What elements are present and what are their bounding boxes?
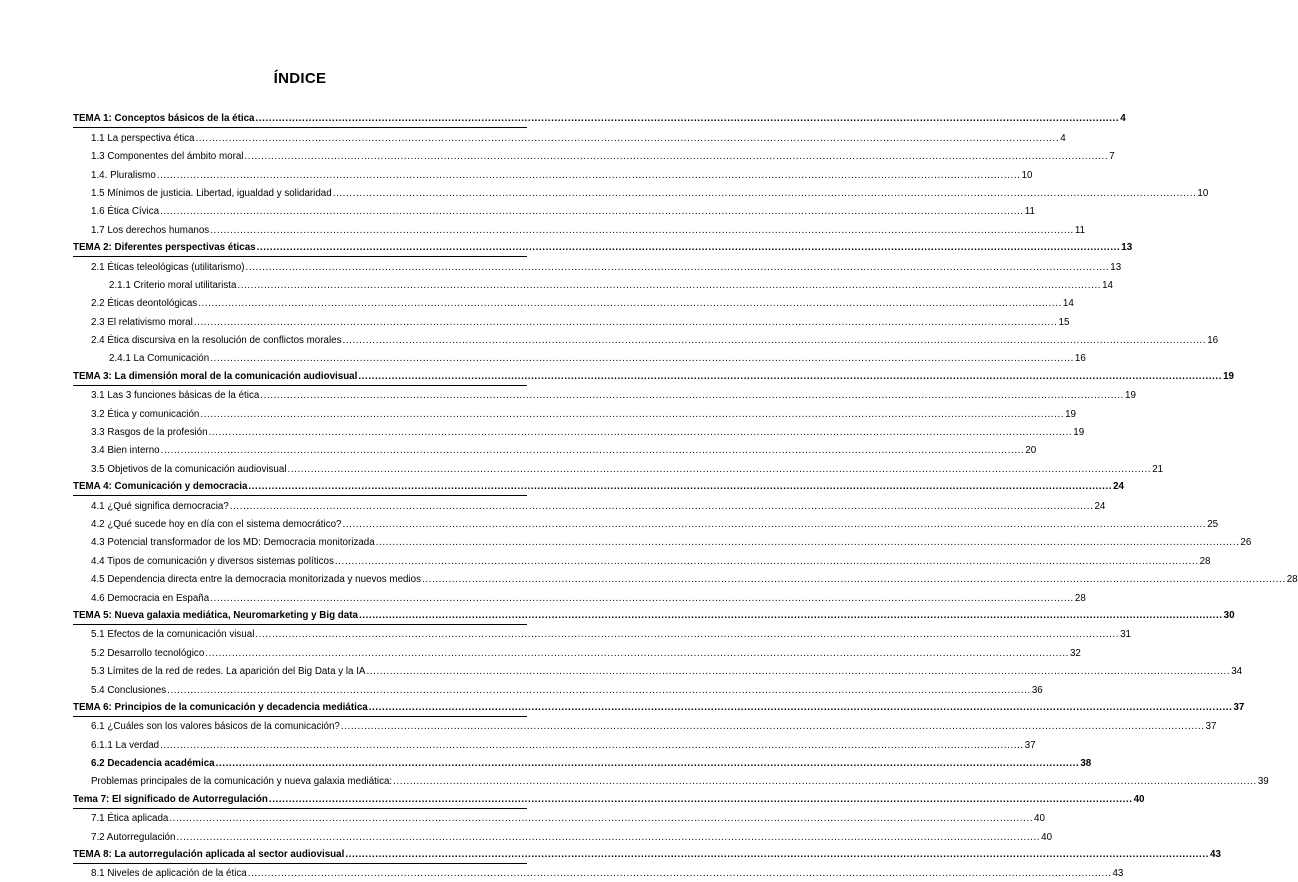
toc-page-number: 37 xyxy=(1024,739,1036,751)
toc-section-entry[interactable] xyxy=(73,257,1122,275)
toc-chapter-entry[interactable] xyxy=(73,699,1245,717)
toc-page-number: 40 xyxy=(1041,831,1053,843)
toc-section-entry[interactable] xyxy=(73,680,1043,698)
toc-dot-leader: .................................................................................................................................................................................................................................................................... xyxy=(247,868,1112,880)
toc-page-number: 16 xyxy=(1207,335,1219,347)
toc-page-number: 21 xyxy=(1152,463,1164,475)
toc-page-number: 40 xyxy=(1133,793,1145,805)
toc-dot-leader: .................................................................................................................................................................................................................................................................... xyxy=(368,701,1233,713)
toc-entry-title: 4.3 Potencial transformador de los MD: Democracia monitorizada xyxy=(91,537,375,549)
toc-page-number: 19 xyxy=(1065,408,1076,420)
toc-page-number: 14 xyxy=(1102,279,1114,291)
toc-dot-leader: .................................................................................................................................................................................................................................................................... xyxy=(255,629,1120,641)
toc-section-entry[interactable] xyxy=(73,496,1106,514)
toc-dot-leader: .................................................................................................................................................................................................................................................................... xyxy=(358,609,1223,621)
toc-page-number: 20 xyxy=(1025,445,1037,457)
toc-dot-leader: .................................................................................................................................................................................................................................................................... xyxy=(358,370,1223,382)
toc-entry-title: Tema 7: El significado de Autorregulación xyxy=(73,793,268,805)
toc-page-number: 26 xyxy=(1240,537,1252,549)
toc-dot-leader: .................................................................................................................................................................................................................................................................... xyxy=(229,500,1094,512)
toc-section-entry[interactable] xyxy=(73,349,1086,367)
toc-dot-leader: .................................................................................................................................................................................................................................................................... xyxy=(169,813,1034,825)
toc-section-entry[interactable] xyxy=(73,459,1164,477)
toc-entry-title: 4.2 ¿Qué sucede hoy en día con el sistema democrático? xyxy=(91,518,342,530)
toc-entry-title: 5.1 Efectos de la comunicación visual xyxy=(91,629,255,641)
toc-page-number: 28 xyxy=(1199,555,1211,567)
toc-entry-title: TEMA 3: La dimensión moral de la comunicación audiovisual xyxy=(73,370,358,382)
toc-page-number: 40 xyxy=(1034,813,1045,825)
toc-entry-title: 5.2 Desarrollo tecnológico xyxy=(91,647,205,659)
toc-dot-leader: .................................................................................................................................................................................................................................................................... xyxy=(200,408,1065,420)
toc-dot-leader: .................................................................................................................................................................................................................................................................... xyxy=(160,206,1024,218)
toc-entry-title: TEMA 5: Nueva galaxia mediática, Neuromarketing y Big data xyxy=(73,609,358,621)
toc-entry-title: 2.2 Éticas deontológicas xyxy=(91,298,198,310)
toc-dot-leader: .................................................................................................................................................................................................................................................................... xyxy=(287,463,1152,475)
toc-entry-title: 5.3 Límites de la red de redes. La aparición del Big Data y la IA xyxy=(91,666,366,678)
toc-entry-title: 4.6 Democracia en España xyxy=(91,592,210,604)
toc-entry-title: Problemas principales de la comunicación y nueva galaxia mediática: xyxy=(91,776,393,788)
toc-entry-title: 8.1 Niveles de aplicación de la ética xyxy=(91,868,247,880)
toc-entry-title: TEMA 6: Principios de la comunicación y decadencia mediática xyxy=(73,701,368,713)
toc-section-entry[interactable] xyxy=(73,643,1081,661)
toc-dot-leader: .................................................................................................................................................................................................................................................................... xyxy=(210,592,1074,604)
toc-dot-leader: .................................................................................................................................................................................................................................................................... xyxy=(210,224,1074,236)
toc-page-number: 34 xyxy=(1231,666,1243,678)
toc-dot-leader: .................................................................................................................................................................................................................................................................... xyxy=(244,151,1109,163)
toc-dot-leader: .................................................................................................................................................................................................................................................................... xyxy=(393,776,1257,788)
toc-page-number: 4 xyxy=(1060,132,1066,144)
toc-section-entry[interactable] xyxy=(73,533,1252,551)
toc-page-number: 15 xyxy=(1058,316,1070,328)
toc-dot-leader: .................................................................................................................................................................................................................................................................... xyxy=(345,849,1210,861)
toc-entry-title: 1.3 Componentes del ámbito moral xyxy=(91,151,244,163)
toc-section-entry[interactable] xyxy=(73,588,1086,606)
toc-dot-leader: .................................................................................................................................................................................................................................................................... xyxy=(340,721,1205,733)
toc-page-number: 37 xyxy=(1233,701,1245,713)
toc-entry-title: 5.4 Conclusiones xyxy=(91,684,167,696)
toc-section-entry[interactable] xyxy=(73,404,1076,422)
toc-page-number: 19 xyxy=(1073,427,1085,439)
toc-entry-title: 7.2 Autorregulación xyxy=(91,831,176,843)
toc-entry-title: 1.6 Ética Cívica xyxy=(91,206,160,218)
toc-dot-leader: .................................................................................................................................................................................................................................................................... xyxy=(342,335,1207,347)
toc-chapter-entry[interactable] xyxy=(73,239,1133,257)
toc-section-entry[interactable] xyxy=(73,423,1085,441)
toc-section-entry[interactable] xyxy=(73,717,1217,735)
toc-section-entry[interactable] xyxy=(73,864,1124,882)
toc-entry-title: 3.3 Rasgos de la profesión xyxy=(91,427,208,439)
toc-entry-title: 1.5 Mínimos de justicia. Libertad, igualdad y solidaridad xyxy=(91,187,332,199)
toc-section-entry[interactable] xyxy=(73,386,1136,404)
toc-dot-leader: .................................................................................................................................................................................................................................................................... xyxy=(160,739,1024,751)
toc-entry-title: 6.1 ¿Cuáles son los valores básicos de la comunicación? xyxy=(91,721,340,733)
toc-dot-leader: .................................................................................................................................................................................................................................................................... xyxy=(215,758,1080,770)
toc-entry-title: 6.2 Decadencia académica xyxy=(91,758,215,770)
toc-dot-leader: .................................................................................................................................................................................................................................................................... xyxy=(375,537,1240,549)
toc-entry-title: 2.1 Éticas teleológicas (utilitarismo) xyxy=(91,261,245,273)
toc-page-number: 14 xyxy=(1062,298,1074,310)
toc-section-entry[interactable] xyxy=(73,662,1243,680)
toc-chapter-entry[interactable] xyxy=(73,790,1145,808)
toc-entry-title: 2.3 El relativismo moral xyxy=(91,316,193,328)
toc-page-number: 19 xyxy=(1223,370,1234,382)
toc-page-number: 16 xyxy=(1074,353,1086,365)
toc-entry-title: TEMA 8: La autorregulación aplicada al sector audiovisual xyxy=(73,849,345,861)
toc-section-entry[interactable] xyxy=(73,625,1131,643)
toc-page-number: 43 xyxy=(1210,849,1221,861)
toc-dot-leader: .................................................................................................................................................................................................................................................................... xyxy=(156,169,1021,181)
toc-entry-title: 3.2 Ética y comunicación xyxy=(91,408,200,420)
toc-section-entry[interactable] xyxy=(73,147,1115,165)
toc-entry-title: TEMA 1: Conceptos básicos de la ética xyxy=(73,113,255,125)
toc-section-entry[interactable] xyxy=(73,570,1298,588)
toc-page-number: 43 xyxy=(1112,868,1124,880)
toc-page-number: 39 xyxy=(1257,776,1269,788)
toc-page-number: 11 xyxy=(1024,206,1035,218)
toc-chapter-entry[interactable] xyxy=(73,607,1235,625)
toc-entry-title: 6.1.1 La verdad xyxy=(91,739,160,751)
toc-page-number: 10 xyxy=(1021,169,1033,181)
toc-chapter-entry[interactable] xyxy=(73,110,1126,128)
toc-section-entry[interactable] xyxy=(73,165,1033,183)
toc-section-entry[interactable] xyxy=(73,809,1045,827)
toc-section-entry[interactable] xyxy=(73,276,1114,294)
toc-entry-title: 1.4. Pluralismo xyxy=(91,169,156,181)
toc-page-number: 36 xyxy=(1031,684,1043,696)
toc-chapter-entry[interactable] xyxy=(73,367,1234,385)
toc-section-entry[interactable] xyxy=(73,220,1086,238)
toc-dot-leader: .................................................................................................................................................................................................................................................................... xyxy=(422,574,1286,586)
toc-entry-title: 4.1 ¿Qué significa democracia? xyxy=(91,500,229,512)
toc-page-number: 32 xyxy=(1069,647,1081,659)
toc-page-number: 4 xyxy=(1120,113,1126,125)
toc-entry-title: TEMA 2: Diferentes perspectivas éticas xyxy=(73,242,256,254)
toc-page-number: 28 xyxy=(1286,574,1298,586)
toc-entry-title: 1.7 Los derechos humanos xyxy=(91,224,210,236)
toc-section-entry[interactable] xyxy=(73,551,1211,569)
toc-dot-leader: .................................................................................................................................................................................................................................................................... xyxy=(210,353,1074,365)
toc-dot-leader: .................................................................................................................................................................................................................................................................... xyxy=(245,261,1110,273)
toc-dot-leader: .................................................................................................................................................................................................................................................................... xyxy=(260,390,1124,402)
toc-chapter-entry[interactable] xyxy=(73,478,1125,496)
toc-entry-title: 4.4 Tipos de comunicación y diversos sistemas políticos xyxy=(91,555,334,567)
toc-entry-title: 4.5 Dependencia directa entre la democracia monitorizada y nuevos medios xyxy=(91,574,422,586)
toc-dot-leader: .................................................................................................................................................................................................................................................................... xyxy=(208,427,1073,439)
toc-page-number: 7 xyxy=(1109,151,1115,163)
toc-entry-title: 2.4.1 La Comunicación xyxy=(109,353,210,365)
toc-page-number: 25 xyxy=(1207,518,1219,530)
toc-dot-leader: .................................................................................................................................................................................................................................................................... xyxy=(176,831,1041,843)
toc-page-number: 28 xyxy=(1074,592,1086,604)
toc-page-number: 13 xyxy=(1110,261,1122,273)
toc-dot-leader: .................................................................................................................................................................................................................................................................... xyxy=(198,298,1062,310)
toc-section-entry[interactable] xyxy=(73,331,1219,349)
toc-dot-leader: .................................................................................................................................................................................................................................................................... xyxy=(205,647,1069,659)
toc-dot-leader: .................................................................................................................................................................................................................................................................... xyxy=(268,793,1133,805)
toc-page-number: 30 xyxy=(1223,609,1235,621)
toc-entry-title: 2.1.1 Criterio moral utilitarista xyxy=(109,279,237,291)
toc-dot-leader: .................................................................................................................................................................................................................................................................... xyxy=(366,666,1231,678)
toc-entry-title: 3.4 Bien interno xyxy=(91,445,160,457)
toc-page-number: 24 xyxy=(1113,481,1125,493)
toc-page-number: 24 xyxy=(1094,500,1106,512)
toc-section-entry[interactable] xyxy=(73,754,1092,772)
toc-entry-title: TEMA 4: Comunicación y democracia xyxy=(73,481,248,493)
toc-page-number: 10 xyxy=(1197,187,1209,199)
toc-page-number: 13 xyxy=(1121,242,1133,254)
toc-dot-leader: .................................................................................................................................................................................................................................................................... xyxy=(237,279,1102,291)
toc-section-entry[interactable] xyxy=(73,515,1219,533)
toc-dot-leader: .................................................................................................................................................................................................................................................................... xyxy=(248,481,1113,493)
toc-section-entry[interactable] xyxy=(73,184,1209,202)
toc-dot-leader: .................................................................................................................................................................................................................................................................... xyxy=(332,187,1197,199)
toc-page-number: 31 xyxy=(1120,629,1131,641)
toc-entry-title: 1.1 La perspectiva ética xyxy=(91,132,195,144)
toc-page-number: 19 xyxy=(1125,390,1136,402)
toc-dot-leader: .................................................................................................................................................................................................................................................................... xyxy=(334,555,1199,567)
toc-dot-leader: .................................................................................................................................................................................................................................................................... xyxy=(160,445,1025,457)
toc-dot-leader: .................................................................................................................................................................................................................................................................... xyxy=(167,684,1031,696)
toc-dot-leader: .................................................................................................................................................................................................................................................................... xyxy=(256,242,1121,254)
toc-page-number: 38 xyxy=(1080,758,1092,770)
toc-entry-title: 3.1 Las 3 funciones básicas de la ética xyxy=(91,390,260,402)
page-title: ÍNDICE xyxy=(273,70,327,87)
toc-dot-leader: .................................................................................................................................................................................................................................................................... xyxy=(255,113,1120,125)
toc-section-entry[interactable] xyxy=(73,441,1037,459)
toc-section-entry[interactable] xyxy=(73,294,1074,312)
toc-section-entry[interactable] xyxy=(73,772,1269,790)
toc-dot-leader: .................................................................................................................................................................................................................................................................... xyxy=(342,518,1207,530)
toc-dot-leader: .................................................................................................................................................................................................................................................................... xyxy=(193,316,1058,328)
toc-section-entry[interactable] xyxy=(73,202,1035,220)
toc-section-entry[interactable] xyxy=(73,827,1053,845)
toc-entry-title: 3.5 Objetivos de la comunicación audiovisual xyxy=(91,463,287,475)
toc-page-number: 11 xyxy=(1074,224,1086,236)
toc-section-entry[interactable] xyxy=(73,312,1070,330)
toc-page-number: 37 xyxy=(1205,721,1217,733)
toc-entry-title: 7.1 Ética aplicada xyxy=(91,813,169,825)
toc-entry-title: 2.4 Ética discursiva en la resolución de conflictos morales xyxy=(91,335,342,347)
toc-chapter-entry[interactable] xyxy=(73,846,1221,864)
toc-section-entry[interactable] xyxy=(73,128,1066,146)
table-of-contents xyxy=(73,110,1298,882)
toc-dot-leader: .................................................................................................................................................................................................................................................................... xyxy=(195,132,1060,144)
toc-section-entry[interactable] xyxy=(73,735,1036,753)
